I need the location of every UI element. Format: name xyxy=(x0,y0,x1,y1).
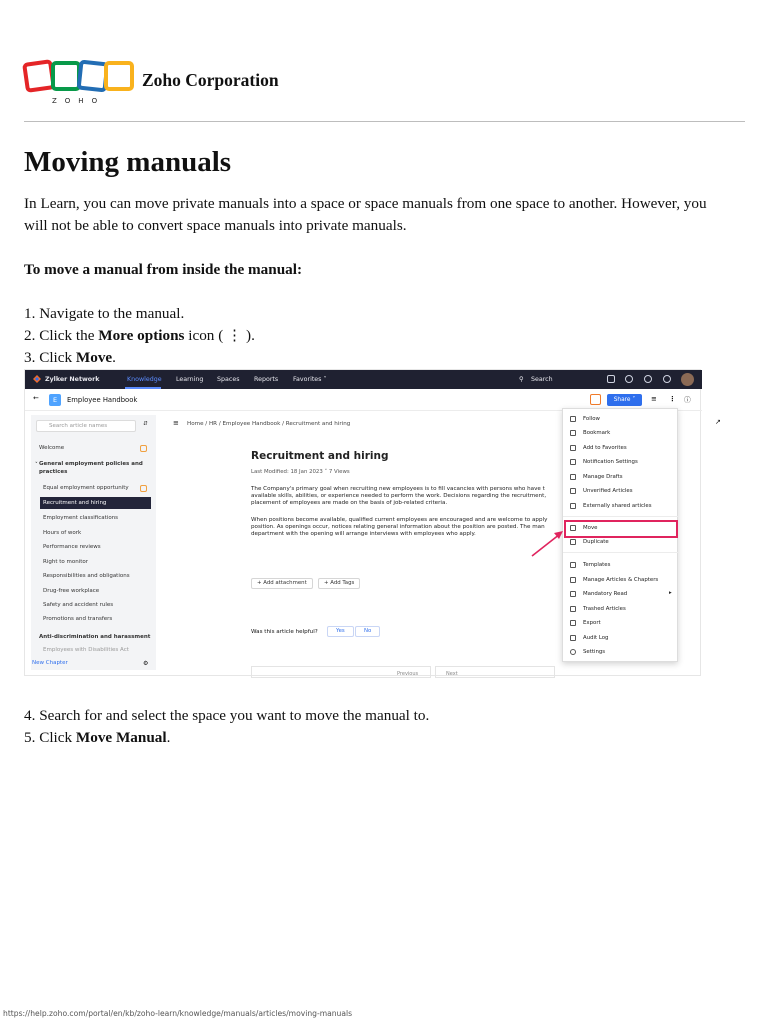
star-icon xyxy=(570,445,576,451)
intro-paragraph xyxy=(24,193,740,237)
step-1: 1. Navigate to the manual. xyxy=(24,305,185,322)
sidebar-item-selected[interactable]: Recruitment and hiring xyxy=(40,497,151,509)
help-icon[interactable] xyxy=(644,375,652,383)
manage-icon xyxy=(570,577,576,583)
intro-line-1: In Learn, you can move private manuals into a space or space manuals from one space to another. However, you xyxy=(24,195,707,212)
nav-learning[interactable]: Learning xyxy=(176,376,204,383)
nav-search[interactable]: Search xyxy=(531,376,553,383)
sidebar-item[interactable]: Right to monitor xyxy=(43,559,89,565)
share-icon xyxy=(570,503,576,509)
text-line: When positions become available, qualified current employees are encouraged and are welcome to apply xyxy=(251,517,548,523)
audit-icon xyxy=(570,635,576,641)
move-highlight-box xyxy=(564,520,678,538)
procedure-heading: To move a manual from inside the manual: xyxy=(24,261,303,278)
menu-item-notifications[interactable]: Notification Settings xyxy=(583,459,638,465)
menu-item-templates[interactable]: Templates xyxy=(583,562,611,568)
sidebar-item[interactable]: Welcome xyxy=(39,445,65,451)
company-name: Zoho Corporation xyxy=(142,70,279,90)
sidebar-item[interactable]: Employees with Disabilities Act xyxy=(43,647,129,653)
drafts-icon xyxy=(570,474,576,480)
sidebar-item[interactable]: Safety and accident rules xyxy=(43,602,114,608)
back-arrow-icon[interactable]: ← xyxy=(33,394,39,402)
add-attachment-button[interactable]: + Add attachment xyxy=(251,578,313,589)
sidebar-chapter[interactable]: General employment policies and xyxy=(39,461,143,467)
sidebar xyxy=(31,415,156,670)
step-5-tail: . xyxy=(166,729,171,746)
text-line: placement of employees are made on the basis of job-related criteria. xyxy=(251,499,448,506)
menu-item-bookmark[interactable]: Bookmark xyxy=(583,430,611,436)
bookmark-icon xyxy=(570,430,576,436)
add-tags-button[interactable]: + Add Tags xyxy=(318,578,360,589)
zoho-logo xyxy=(24,61,134,105)
menu-item-export[interactable]: Export xyxy=(583,620,601,626)
article-title: Recruitment and hiring xyxy=(251,450,389,462)
menu-divider xyxy=(563,552,679,553)
next-link[interactable]: Next xyxy=(446,671,458,677)
info-icon[interactable]: ⓘ xyxy=(684,396,691,404)
step-5 xyxy=(24,727,740,749)
chevron-right-icon: ▸ xyxy=(669,590,672,596)
sort-icon[interactable]: ⇵ xyxy=(143,421,148,427)
step-3-bold: Move xyxy=(75,349,113,366)
menu-item-duplicate[interactable]: Duplicate xyxy=(583,539,609,545)
export-icon xyxy=(570,620,576,626)
previous-link[interactable]: Previous xyxy=(397,671,419,677)
menu-item-audit[interactable]: Audit Log xyxy=(583,635,609,641)
sidebar-chapter[interactable]: Anti-discrimination and harassment xyxy=(39,634,151,640)
menu-icon[interactable]: ≡ xyxy=(173,419,179,427)
step-2-tail: icon ( ⋮ ). xyxy=(184,327,255,344)
sidebar-search-input[interactable]: Search article names xyxy=(36,420,136,432)
sidebar-item[interactable]: Equal employment opportunity xyxy=(43,485,129,491)
menu-item-favorites[interactable]: Add to Favorites xyxy=(583,445,627,451)
sidebar-chapter-cont: practices xyxy=(39,469,68,475)
chevron-down-icon[interactable]: ˅ xyxy=(35,462,38,468)
share-button[interactable]: Share ˅ xyxy=(607,394,642,406)
text-line: available skills, abilities, or experience needed to perform the work. Decisions regarding the recruitment, xyxy=(251,492,547,499)
step-2-text: 2. Click the xyxy=(24,327,99,344)
pager-next xyxy=(435,666,555,678)
menu-item-shared[interactable]: Externally shared articles xyxy=(583,503,652,509)
zylker-logo-icon xyxy=(32,374,42,384)
sidebar-item[interactable]: Employment classifications xyxy=(43,515,119,521)
sidebar-item[interactable]: Promotions and transfers xyxy=(43,616,113,622)
breadcrumb[interactable]: Home / HR / Employee Handbook / Recruitment and hiring xyxy=(187,421,351,427)
document-header xyxy=(24,58,745,122)
step-3 xyxy=(24,347,740,369)
nav-favorites[interactable]: Favorites ˅ xyxy=(293,376,327,383)
search-icon[interactable]: ⚲ xyxy=(519,376,524,383)
sidebar-item[interactable]: Performance reviews xyxy=(43,544,101,550)
sidebar-item[interactable]: Responsibilities and obligations xyxy=(43,573,130,579)
no-button[interactable]: No xyxy=(355,626,380,637)
bell-icon[interactable] xyxy=(625,375,633,383)
text-line: The Company's primary goal when recruiting new employees is to fill vacancies with persons who have t xyxy=(251,486,545,492)
menu-divider xyxy=(563,516,679,517)
templates-icon xyxy=(570,562,576,568)
footer-url[interactable]: https://help.zoho.com/portal/en/kb/zoho-learn/knowledge/manuals/articles/moving-manuals xyxy=(3,1009,353,1018)
expand-icon[interactable]: ↗ xyxy=(715,418,721,426)
gear-icon xyxy=(570,649,576,655)
logo-wordmark: ZOHO xyxy=(52,97,106,105)
menu-item-unverified[interactable]: Unverified Articles xyxy=(583,488,633,494)
more-options-icon[interactable]: ⋮ xyxy=(669,395,676,403)
menu-item-follow[interactable]: Follow xyxy=(583,416,600,422)
text-line: department with the opening will arrange interviews with employees who apply. xyxy=(251,530,476,537)
notification-icon[interactable] xyxy=(590,394,601,405)
menu-item-trash[interactable]: Trashed Articles xyxy=(583,606,626,612)
step-3-text: 3. Click xyxy=(24,349,76,366)
settings-icon[interactable]: ⚙ xyxy=(143,660,149,667)
article-meta: Last Modified: 18 Jan 2023 ˅ 7 Views xyxy=(251,469,350,475)
mandatory-icon xyxy=(570,591,576,597)
app-screenshot xyxy=(24,369,721,677)
manual-badge: E xyxy=(49,394,61,406)
timer-icon[interactable] xyxy=(607,375,615,383)
nav-reports[interactable]: Reports xyxy=(254,376,279,383)
sidebar-item[interactable]: Hours of work xyxy=(43,530,82,536)
step-5-bold: Move Manual xyxy=(75,729,167,746)
nav-spaces[interactable]: Spaces xyxy=(217,376,240,383)
pointer-arrow-icon xyxy=(530,528,566,558)
pager xyxy=(251,666,431,678)
brand-name: Zylker Network xyxy=(45,376,100,383)
new-chapter-link[interactable]: New Chapter xyxy=(32,660,68,666)
sidebar-item[interactable]: Drug-free workplace xyxy=(43,588,100,594)
bell-icon xyxy=(570,459,576,465)
helpful-prompt: Was this article helpful? xyxy=(251,629,318,635)
step-5-text: 5. Click xyxy=(24,729,76,746)
unverified-icon xyxy=(570,488,576,494)
article-paragraph-1 xyxy=(251,486,571,506)
step-4: 4. Search for and select the space you want to move the manual to. xyxy=(24,707,430,724)
intro-line-2: will not be able to convert space manuals into private manuals. xyxy=(24,217,407,234)
menu-item-manage[interactable]: Manage Articles & Chapters xyxy=(583,577,659,583)
menu-item-mandatory[interactable]: Mandatory Read xyxy=(583,591,628,597)
yes-button[interactable]: Yes xyxy=(327,626,354,637)
nav-knowledge[interactable]: Knowledge xyxy=(127,376,162,383)
duplicate-icon xyxy=(570,539,576,545)
sliders-icon[interactable]: ≡ xyxy=(651,395,657,403)
step-2-bold: More options xyxy=(98,327,185,344)
step-2 xyxy=(24,325,740,347)
step-3-tail: . xyxy=(112,349,116,366)
manual-title: Employee Handbook xyxy=(67,396,138,404)
follow-icon xyxy=(570,416,576,422)
gear-icon[interactable] xyxy=(663,375,671,383)
trash-icon xyxy=(570,606,576,612)
page-title: Moving manuals xyxy=(24,146,232,178)
text-line: position. As openings occur, notices relating general information about the position are posted. The man xyxy=(251,523,545,530)
logo-square-yellow xyxy=(104,61,134,91)
article-paragraph-2 xyxy=(251,517,571,537)
menu-item-move[interactable]: Move xyxy=(583,525,598,531)
avatar[interactable] xyxy=(681,373,694,386)
top-nav-bar xyxy=(25,370,702,389)
warning-icon xyxy=(140,445,147,452)
warning-icon xyxy=(140,485,147,492)
menu-item-settings[interactable]: Settings xyxy=(583,649,606,655)
menu-item-drafts[interactable]: Manage Drafts xyxy=(583,474,623,480)
